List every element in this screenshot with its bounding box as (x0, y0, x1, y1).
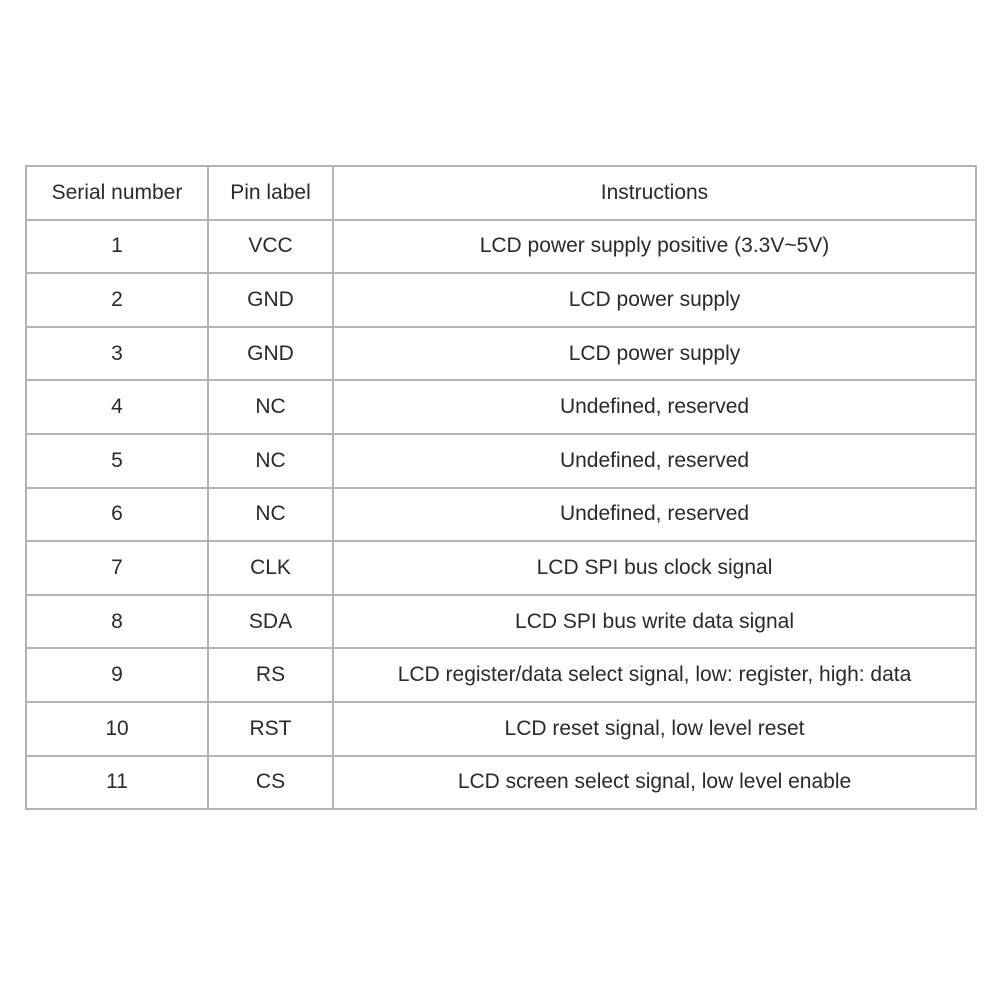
table-row (26, 756, 976, 810)
table-row (26, 327, 976, 381)
cell-instructions: LCD power supply (333, 273, 976, 327)
cell-instructions: LCD screen select signal, low level enable (333, 756, 976, 810)
cell-pin: GND (208, 327, 333, 381)
cell-instructions: LCD register/data select signal, low: register, high: data (333, 648, 976, 702)
cell-pin: NC (208, 488, 333, 542)
header-instructions: Instructions (333, 166, 976, 220)
cell-pin: GND (208, 273, 333, 327)
cell-serial: 3 (26, 327, 208, 381)
table-row (26, 488, 976, 542)
cell-serial: 10 (26, 702, 208, 756)
table-row (26, 273, 976, 327)
table-row (26, 220, 976, 274)
cell-serial: 8 (26, 595, 208, 649)
table-row (26, 595, 976, 649)
cell-instructions: LCD power supply (333, 327, 976, 381)
cell-pin: CLK (208, 541, 333, 595)
cell-instructions: LCD SPI bus write data signal (333, 595, 976, 649)
table-row (26, 648, 976, 702)
cell-pin: NC (208, 380, 333, 434)
cell-pin: RS (208, 648, 333, 702)
cell-instructions: Undefined, reserved (333, 488, 976, 542)
cell-instructions: LCD SPI bus clock signal (333, 541, 976, 595)
table-row (26, 541, 976, 595)
cell-pin: SDA (208, 595, 333, 649)
cell-instructions: LCD power supply positive (3.3V~5V) (333, 220, 976, 274)
cell-serial: 7 (26, 541, 208, 595)
cell-serial: 4 (26, 380, 208, 434)
table-row (26, 434, 976, 488)
cell-serial: 9 (26, 648, 208, 702)
header-serial-number: Serial number (26, 166, 208, 220)
table-row (26, 702, 976, 756)
table-header-row (26, 166, 976, 220)
cell-instructions: Undefined, reserved (333, 434, 976, 488)
cell-pin: VCC (208, 220, 333, 274)
cell-serial: 6 (26, 488, 208, 542)
cell-instructions: LCD reset signal, low level reset (333, 702, 976, 756)
cell-serial: 11 (26, 756, 208, 810)
cell-pin: RST (208, 702, 333, 756)
cell-serial: 5 (26, 434, 208, 488)
cell-instructions: Undefined, reserved (333, 380, 976, 434)
cell-serial: 1 (26, 220, 208, 274)
cell-pin: CS (208, 756, 333, 810)
header-pin-label: Pin label (208, 166, 333, 220)
cell-serial: 2 (26, 273, 208, 327)
table-row (26, 380, 976, 434)
pin-definition-table (25, 165, 977, 810)
cell-pin: NC (208, 434, 333, 488)
